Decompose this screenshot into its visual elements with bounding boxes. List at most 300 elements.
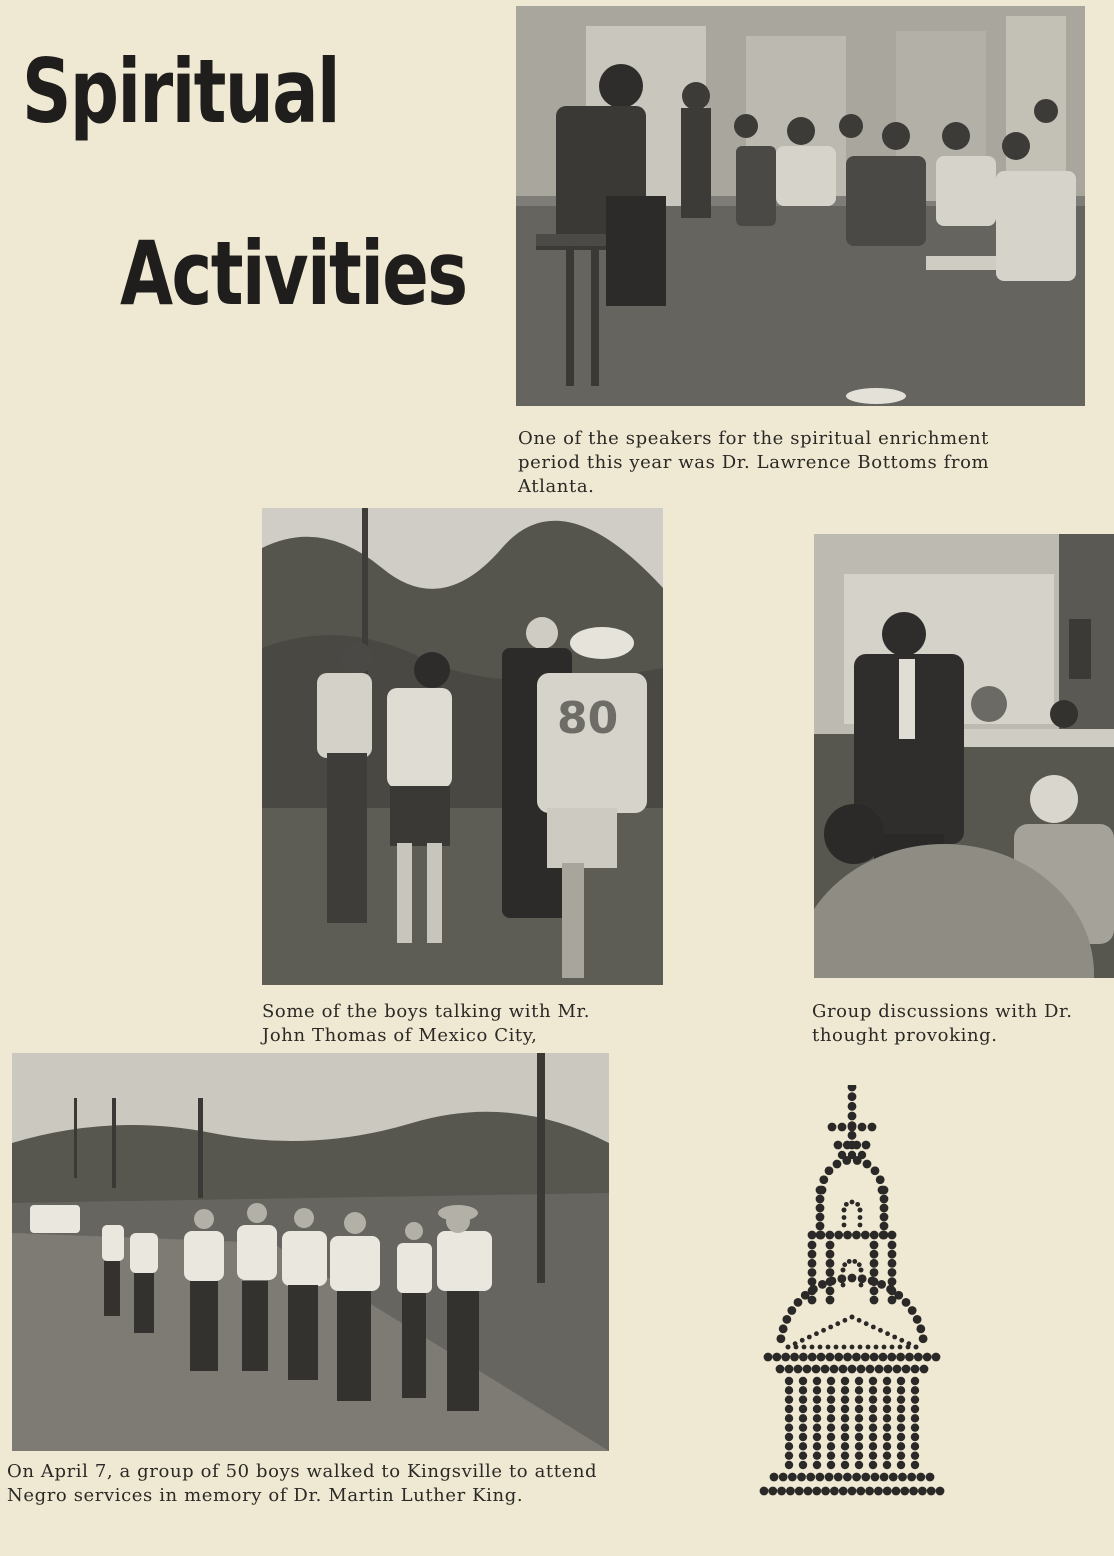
steeple-dot	[827, 1433, 835, 1441]
steeple-dot	[814, 1331, 819, 1336]
steeple-dot	[809, 1285, 818, 1294]
steeple-dot	[843, 1353, 852, 1362]
steeple-dot	[827, 1395, 835, 1403]
steeple-dot	[855, 1461, 863, 1469]
steeple-dot	[827, 1451, 835, 1459]
steeple-dot	[875, 1365, 884, 1374]
steeple-dot	[821, 1365, 830, 1374]
steeple-dot	[818, 1345, 823, 1350]
steeple-dot	[808, 1277, 817, 1286]
steeple-dot	[861, 1473, 870, 1482]
steeple-dot	[834, 1473, 843, 1482]
steeple-dot	[871, 1325, 876, 1330]
steeple-dot	[916, 1473, 925, 1482]
steeple-dot	[813, 1433, 821, 1441]
steeple-dot	[869, 1433, 877, 1441]
steeple-dot	[799, 1377, 807, 1385]
steeple-dot	[781, 1353, 790, 1362]
steeple-dot	[841, 1433, 849, 1441]
steeple-dot	[808, 1353, 817, 1362]
steeple-dot	[799, 1423, 807, 1431]
steeple-dot	[878, 1328, 883, 1333]
steeple-dot	[826, 1259, 835, 1268]
steeple-dot	[813, 1386, 821, 1394]
steeple-dot	[864, 1321, 869, 1326]
steeple-dot	[785, 1461, 793, 1469]
steeple-dot	[870, 1353, 879, 1362]
steeple-dot	[839, 1365, 848, 1374]
steeple-dot	[850, 1200, 855, 1205]
steeple-dot	[813, 1414, 821, 1422]
steeple-dot	[841, 1414, 849, 1422]
speaker-classroom-photo	[516, 6, 1085, 406]
steeple-dot	[897, 1377, 905, 1385]
steeple-dot	[855, 1423, 863, 1431]
steeple-dot	[848, 1092, 857, 1101]
steeple-dot	[870, 1286, 879, 1295]
steeple-dot	[899, 1338, 904, 1343]
steeple-dot	[932, 1353, 941, 1362]
steeple-dot	[841, 1423, 849, 1431]
steeple-dot	[869, 1405, 877, 1413]
steeple-dot	[908, 1306, 917, 1315]
steeple-dot	[816, 1204, 825, 1213]
steeple-dot	[911, 1395, 919, 1403]
steeple-dot	[808, 1231, 817, 1240]
steeple-dot	[888, 1277, 897, 1286]
outdoor-talk-photo	[262, 508, 663, 985]
steeple-dot	[902, 1298, 911, 1307]
steeple-dot	[897, 1442, 905, 1450]
steeple-dot	[858, 1274, 867, 1283]
steeple-dot	[797, 1473, 806, 1482]
steeple-dot	[826, 1268, 835, 1277]
steeple-dot	[852, 1353, 861, 1362]
steeple-dot	[897, 1405, 905, 1413]
steeple-dot	[883, 1442, 891, 1450]
steeple-dot	[852, 1231, 861, 1240]
steeple-dot	[889, 1473, 898, 1482]
steeple-dot	[855, 1202, 860, 1207]
steeple-dot	[877, 1280, 886, 1289]
steeple-dot	[821, 1328, 826, 1333]
steeple-dot	[841, 1268, 846, 1273]
steeple-dot	[828, 1276, 837, 1285]
steeple-dot	[870, 1231, 879, 1240]
steeple-dot	[868, 1123, 877, 1132]
steeple-dot	[807, 1335, 812, 1340]
steeple-dot	[772, 1353, 781, 1362]
steeple-dot	[911, 1365, 920, 1374]
church-steeple-dots-icon	[755, 1085, 950, 1505]
steeple-dot	[800, 1338, 805, 1343]
steeple-dot	[785, 1386, 793, 1394]
steeple-dot	[869, 1423, 877, 1431]
steeple-dot	[894, 1291, 903, 1300]
steeple-dot	[859, 1268, 864, 1273]
steeple-dot	[848, 1085, 857, 1091]
steeple-dot	[785, 1414, 793, 1422]
steeple-dot	[808, 1259, 817, 1268]
steeple-dot	[896, 1353, 905, 1362]
steeple-dot	[834, 1353, 843, 1362]
steeple-dot	[802, 1345, 807, 1350]
steeple-dot	[842, 1208, 847, 1213]
steeple-dot	[785, 1377, 793, 1385]
steeple-dot	[886, 1285, 895, 1294]
steeple-dot	[841, 1283, 846, 1288]
steeple-dot	[913, 1315, 922, 1324]
steeple-dot	[911, 1405, 919, 1413]
page-title-line-2: Activities	[120, 222, 467, 325]
steeple-dot	[855, 1395, 863, 1403]
steeple-dot	[893, 1365, 902, 1374]
steeple-dot	[834, 1231, 843, 1240]
steeple-dot	[907, 1473, 916, 1482]
steeple-dot	[799, 1433, 807, 1441]
steeple-dot	[868, 1276, 877, 1285]
steeple-dot	[911, 1442, 919, 1450]
steeple-dot	[914, 1353, 923, 1362]
steeple-dot	[858, 1223, 863, 1228]
steeple-dot	[888, 1259, 897, 1268]
steeple-dot	[826, 1286, 835, 1295]
steeple-dot	[794, 1298, 803, 1307]
steeple-dot	[816, 1213, 825, 1222]
steeple-dot	[830, 1365, 839, 1374]
steeple-dot	[842, 1345, 847, 1350]
steeple-dot	[785, 1405, 793, 1413]
steeple-dot	[883, 1451, 891, 1459]
steeple-dot	[888, 1250, 897, 1259]
steeple-dot	[816, 1222, 825, 1231]
steeple-dot	[788, 1473, 797, 1482]
steeple-dot	[825, 1353, 834, 1362]
steeple-dot	[855, 1405, 863, 1413]
steeple-dot	[897, 1461, 905, 1469]
steeple-dot	[870, 1268, 879, 1277]
group-discussion-caption: Group discussions with Dr. thought provoking.	[812, 1001, 1073, 1046]
steeple-dot	[837, 1274, 846, 1283]
steeple-dot	[898, 1473, 907, 1482]
steeple-dot	[880, 1213, 889, 1222]
steeple-dot	[861, 1353, 870, 1362]
steeple-dot	[842, 1156, 851, 1165]
steeple-dot	[852, 1259, 857, 1264]
steeple-dot	[879, 1353, 888, 1362]
steeple-dot	[911, 1451, 919, 1459]
steeple-dot	[927, 1487, 936, 1496]
steeple-dot	[828, 1325, 833, 1330]
steeple-dot	[883, 1386, 891, 1394]
steeple-dot	[843, 1231, 852, 1240]
steeple-dot	[786, 1345, 791, 1350]
steeple-dot	[870, 1296, 879, 1305]
steeple-dot	[827, 1414, 835, 1422]
steeple-dot	[787, 1306, 796, 1315]
steeple-dot	[883, 1395, 891, 1403]
steeple-dot	[795, 1487, 804, 1496]
steeple-dot	[892, 1335, 897, 1340]
steeple-dot	[897, 1451, 905, 1459]
steeple-dot	[810, 1345, 815, 1350]
steeple-dot	[879, 1231, 888, 1240]
steeple-dot	[812, 1487, 821, 1496]
steeple-dot	[779, 1473, 788, 1482]
steeple-dot	[841, 1395, 849, 1403]
steeple-dot	[842, 1215, 847, 1220]
steeple-dot	[936, 1487, 945, 1496]
steeple-dot	[838, 1123, 847, 1132]
steeple-dot	[776, 1334, 785, 1343]
steeple-dot	[794, 1345, 799, 1350]
steeple-dot	[880, 1473, 889, 1482]
steeple-dot	[880, 1222, 889, 1231]
steeple-dot	[818, 1280, 827, 1289]
steeple-dot	[883, 1405, 891, 1413]
steeple-dot	[883, 1433, 891, 1441]
steeple-dot	[799, 1442, 807, 1450]
steeple-dot	[799, 1353, 808, 1362]
steeple-dot	[855, 1433, 863, 1441]
steeple-dot	[794, 1365, 803, 1374]
speaker-classroom-caption: One of the speakers for the spiritual enrichment period this year was Dr. Lawrence Bottoms from Atlanta.	[518, 428, 990, 497]
steeple-dot	[847, 1259, 852, 1264]
steeple-dot	[850, 1315, 855, 1320]
steeple-dot	[911, 1433, 919, 1441]
steeple-dot	[827, 1423, 835, 1431]
steeple-dot	[779, 1324, 788, 1333]
steeple-dot	[863, 1160, 872, 1169]
steeple-dot	[813, 1451, 821, 1459]
steeple-dot	[911, 1423, 919, 1431]
steeple-dot	[813, 1395, 821, 1403]
steeple-dot	[799, 1461, 807, 1469]
steeple-dot	[842, 1262, 847, 1267]
steeple-dot	[830, 1487, 839, 1496]
steeple-dot	[883, 1414, 891, 1422]
steeple-dot	[909, 1487, 918, 1496]
steeple-dot	[842, 1223, 847, 1228]
steeple-dot	[888, 1268, 897, 1277]
steeple-dot	[813, 1423, 821, 1431]
steeple-dot	[848, 1131, 857, 1140]
steeple-dot	[813, 1377, 821, 1385]
steeple-dot	[911, 1414, 919, 1422]
steeple-dot	[848, 1123, 857, 1132]
steeple-dot	[825, 1473, 834, 1482]
steeple-dot	[871, 1166, 880, 1175]
steeple-dot	[906, 1345, 911, 1350]
steeple-dot	[882, 1345, 887, 1350]
outdoor-talk-caption: Some of the boys talking with Mr. John Thomas of Mexico City,	[262, 1001, 591, 1046]
steeple-dot	[870, 1259, 879, 1268]
steeple-dot	[857, 1262, 862, 1267]
steeple-dot	[866, 1365, 875, 1374]
steeple-dot	[883, 1377, 891, 1385]
steeple-dot	[876, 1175, 885, 1184]
steeple-dot	[785, 1451, 793, 1459]
steeple-dot	[920, 1365, 929, 1374]
steeple-dot	[870, 1250, 879, 1259]
steeple-dot	[866, 1345, 871, 1350]
steeple-dot	[869, 1386, 877, 1394]
steeple-dot	[827, 1386, 835, 1394]
steeple-dot	[880, 1186, 889, 1195]
page-title-line-1: Spiritual	[22, 40, 339, 143]
steeple-dot	[844, 1202, 849, 1207]
steeple-dot	[808, 1268, 817, 1277]
steeple-dot	[828, 1123, 837, 1132]
steeple-dot	[869, 1451, 877, 1459]
steeple-dot	[914, 1345, 919, 1350]
steeple-dot	[808, 1241, 817, 1250]
steeple-dot	[812, 1365, 821, 1374]
steeple-dot	[768, 1487, 777, 1496]
steeple-dot	[880, 1204, 889, 1213]
steeple-dot	[827, 1461, 835, 1469]
steeple-dot	[887, 1353, 896, 1362]
steeple-dot	[871, 1473, 880, 1482]
steeple-dot	[843, 1141, 852, 1150]
steeple-dot	[841, 1461, 849, 1469]
steeple-dot	[916, 1324, 925, 1333]
steeple-dot	[799, 1451, 807, 1459]
steeple-dot	[834, 1345, 839, 1350]
steeple-dot	[874, 1345, 879, 1350]
steeple-dot	[833, 1160, 842, 1169]
steeple-dot	[826, 1250, 835, 1259]
steeple-dot	[869, 1395, 877, 1403]
steeple-dot	[869, 1414, 877, 1422]
steeple-dot	[848, 1112, 857, 1121]
steeple-dot	[856, 1487, 865, 1496]
steeple-dot	[816, 1195, 825, 1204]
steeple-dot	[859, 1283, 864, 1288]
steeple-dot	[884, 1365, 893, 1374]
steeple-dot	[841, 1442, 849, 1450]
steeple-dot	[813, 1461, 821, 1469]
steeple-dot	[839, 1487, 848, 1496]
steeple-dot	[855, 1451, 863, 1459]
steeple-dot	[841, 1386, 849, 1394]
steeple-dot	[803, 1365, 812, 1374]
steeple-dot	[785, 1423, 793, 1431]
steeple-dot	[853, 1156, 862, 1165]
steeple-dot	[888, 1231, 897, 1240]
steeple-dot	[897, 1433, 905, 1441]
steeple-dot	[897, 1386, 905, 1394]
steeple-dot	[911, 1377, 919, 1385]
steeple-dot	[776, 1365, 785, 1374]
walk-to-kingsville-photo	[12, 1053, 609, 1451]
steeple-dot	[817, 1353, 826, 1362]
steeple-dot	[897, 1423, 905, 1431]
steeple-dot	[782, 1315, 791, 1324]
steeple-dot	[790, 1353, 799, 1362]
steeple-dot	[870, 1241, 879, 1250]
steeple-dot	[923, 1353, 932, 1362]
steeple-dot	[883, 1461, 891, 1469]
steeple-dot	[799, 1414, 807, 1422]
steeple-dot	[770, 1473, 779, 1482]
steeple-dot	[883, 1423, 891, 1431]
steeple-dot	[857, 1365, 866, 1374]
steeple-dot	[804, 1487, 813, 1496]
steeple-dot	[799, 1395, 807, 1403]
steeple-dot	[883, 1487, 892, 1496]
steeple-dot	[890, 1345, 895, 1350]
steeple-dot	[785, 1395, 793, 1403]
steeple-dot	[834, 1141, 843, 1150]
steeple-dot	[785, 1442, 793, 1450]
steeple-dot	[885, 1331, 890, 1336]
steeple-dot	[825, 1231, 834, 1240]
steeple-dot	[911, 1461, 919, 1469]
steeple-dot	[898, 1345, 903, 1350]
steeple-dot	[869, 1377, 877, 1385]
walk-to-kingsville-caption: On April 7, a group of 50 boys walked to Kingsville to attend Negro services in memory of Dr. Martin Luther King.	[7, 1461, 598, 1506]
steeple-dot	[852, 1473, 861, 1482]
steeple-dot	[874, 1487, 883, 1496]
steeple-dot	[826, 1296, 835, 1305]
steeple-dot	[816, 1186, 825, 1195]
steeple-dot	[905, 1353, 914, 1362]
steeple-dot	[815, 1473, 824, 1482]
steeple-dot	[819, 1175, 828, 1184]
steeple-dot	[880, 1195, 889, 1204]
steeple-dot	[855, 1377, 863, 1385]
steeple-dot	[919, 1334, 928, 1343]
group-discussion-photo	[814, 534, 1114, 978]
steeple-dot	[858, 1208, 863, 1213]
steeple-dot	[843, 1473, 852, 1482]
steeple-dot	[865, 1487, 874, 1496]
steeple-dot	[827, 1377, 835, 1385]
steeple-dot	[827, 1405, 835, 1413]
steeple-dot	[862, 1141, 871, 1150]
steeple-dot	[826, 1241, 835, 1250]
steeple-dot	[902, 1365, 911, 1374]
steeple-dot	[888, 1241, 897, 1250]
steeple-dot	[858, 1123, 867, 1132]
steeple-dot	[799, 1386, 807, 1394]
steeple-dot	[855, 1442, 863, 1450]
steeple-dot	[764, 1353, 773, 1362]
svg-text:80: 80	[557, 693, 619, 744]
steeple-dot	[858, 1215, 863, 1220]
steeple-dot	[827, 1442, 835, 1450]
steeple-dot	[826, 1345, 831, 1350]
steeple-dot	[911, 1386, 919, 1394]
steeple-dot	[808, 1250, 817, 1259]
steeple-dot	[785, 1433, 793, 1441]
steeple-dot	[848, 1274, 857, 1283]
steeple-dot	[777, 1487, 786, 1496]
steeple-dot	[841, 1405, 849, 1413]
steeple-dot	[858, 1345, 863, 1350]
steeple-dot	[841, 1377, 849, 1385]
steeple-dot	[897, 1395, 905, 1403]
steeple-dot	[897, 1414, 905, 1422]
steeple-dot	[892, 1487, 901, 1496]
steeple-dot	[861, 1231, 870, 1240]
steeple-dot	[848, 1102, 857, 1111]
steeple-dot	[869, 1461, 877, 1469]
steeple-dot	[926, 1473, 935, 1482]
steeple-dot	[848, 1365, 857, 1374]
steeple-dot	[857, 1318, 862, 1323]
